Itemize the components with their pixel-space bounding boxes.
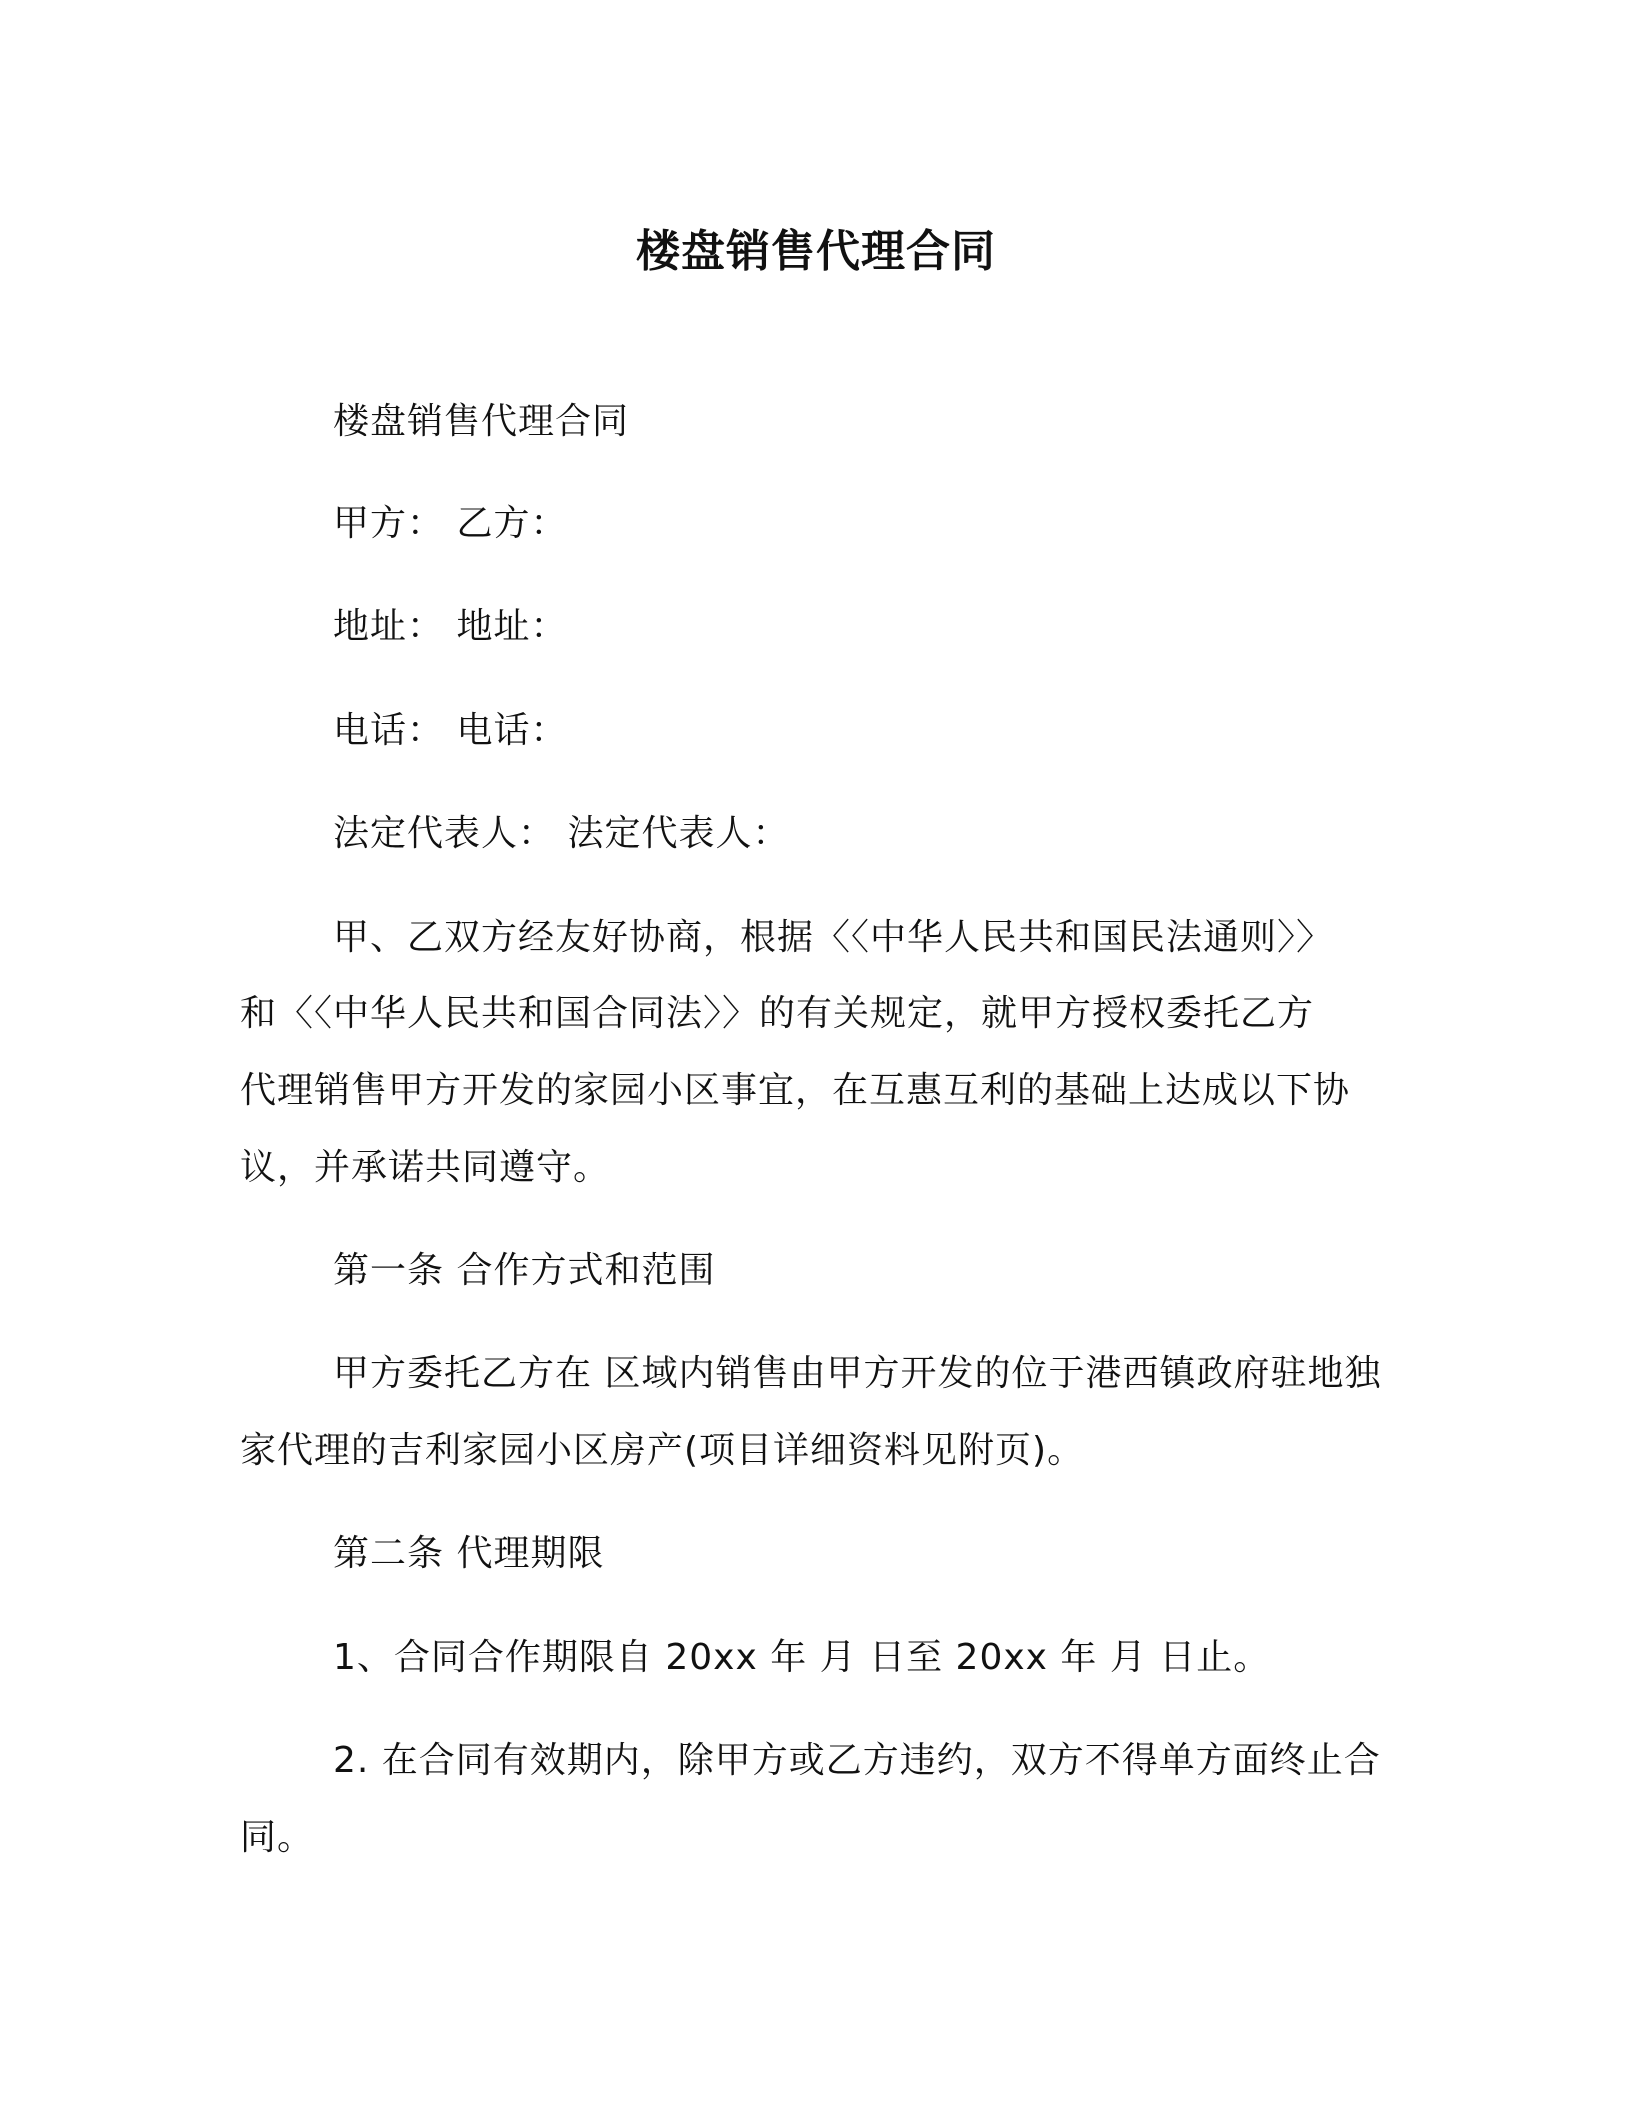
- article1-line: 家代理的吉利家园小区房产(项目详细资料见附页)。: [240, 1430, 1085, 1471]
- article2-item1: 1、合同合作期限自 20xx 年 月 日至 20xx 年 月 日止。: [333, 1637, 1271, 1678]
- address-line: 地址： 地址：: [333, 606, 568, 647]
- article2-item2-line: 2. 在合同有效期内，除甲方或乙方违约，双方不得单方面终止合: [333, 1740, 1381, 1781]
- preamble-line: 代理销售甲方开发的家园小区事宜，在互惠互利的基础上达成以下协: [240, 1070, 1351, 1111]
- article2-item2-line: 同。: [240, 1817, 315, 1858]
- article2-heading: 第二条 代理期限: [333, 1533, 605, 1574]
- article1-line: 甲方委托乙方在 区域内销售由甲方开发的位于港西镇政府驻地独: [333, 1353, 1382, 1394]
- preamble-line: 甲、乙双方经友好协商，根据〈〈中华人民共和国民法通则〉〉: [333, 917, 1334, 958]
- preamble-line: 议，并承诺共同遵守。: [240, 1147, 611, 1188]
- phone-line: 电话： 电话：: [333, 710, 568, 751]
- article1-heading: 第一条 合作方式和范围: [333, 1250, 716, 1291]
- representative-line: 法定代表人： 法定代表人：: [333, 813, 790, 854]
- document-subtitle: 楼盘销售代理合同: [333, 401, 630, 442]
- preamble-line: 和〈〈中华人民共和国合同法〉〉的有关规定，就甲方授权委托乙方: [240, 993, 1315, 1034]
- document-title: 楼盘销售代理合同: [636, 226, 996, 277]
- party-line: 甲方： 乙方：: [333, 503, 568, 544]
